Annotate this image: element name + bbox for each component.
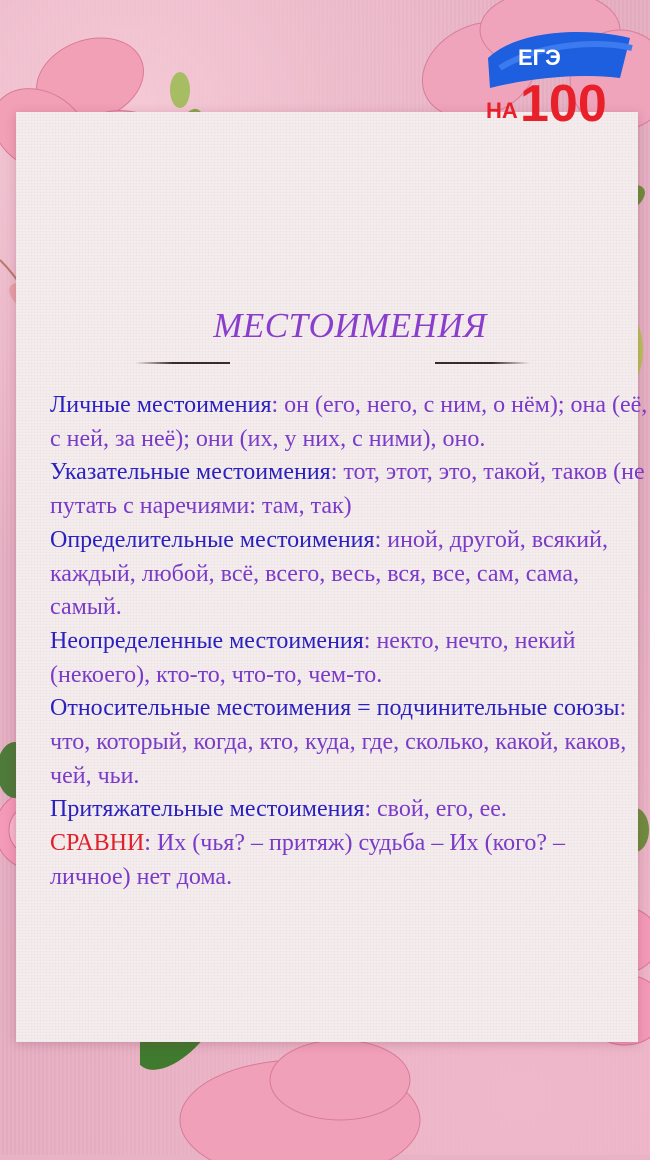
page-title: МЕСТОИМЕНИЯ [213, 306, 487, 345]
pronoun-list [50, 389, 650, 895]
section-examples: : иной, другой, всякий, каждый, любой, всё, всего, весь, вся, все, сам, сама, самый. [50, 526, 608, 621]
section-term: Притяжательные местоимения [50, 796, 365, 823]
section-examples: : некто, нечто, некий (некоего), кто-то, что-то, чем-то. [50, 627, 576, 688]
section-examples: : что, который, когда, кто, куда, где, сколько, какой, каков, чей, чьи. [50, 695, 627, 789]
section-indefinite [50, 625, 650, 692]
section-relative [50, 692, 650, 793]
section-possessive [50, 793, 650, 827]
section-demonstrative [50, 456, 650, 523]
section-term: Относительные местоимения = подчинительные союзы [50, 695, 620, 722]
title-divider-right [435, 362, 530, 364]
section-examples: : тот, этот, это, такой, таков (не путать с наречиями: там, так) [50, 459, 645, 520]
compare-label: СРАВНИ [50, 830, 145, 857]
section-term: Неопределенные местоимения [50, 627, 364, 654]
section-personal [50, 389, 650, 456]
logo-hundred-text: 100 [520, 75, 607, 128]
logo-top-text: ЕГЭ [518, 45, 561, 70]
section-term: Определительные местоимения [50, 526, 375, 553]
title-divider-left [135, 362, 230, 364]
ege-na-100-logo [480, 18, 640, 128]
section-term: Указательные местоимения [50, 459, 331, 486]
section-examples: : свой, его, ее. [364, 796, 507, 823]
section-compare [50, 827, 650, 894]
logo-na-text: НА [486, 98, 518, 123]
section-examples: : он (его, него, с ним, о нём); она (её, с ней, за неё); они (их, у них, с ними), оно. [50, 392, 648, 452]
section-term: Личные местоимения [50, 392, 272, 418]
section-definitive [50, 524, 650, 625]
compare-text: : Их (чья? – притяж) судьба – Их (кого? – личное) нет дома. [50, 830, 565, 890]
